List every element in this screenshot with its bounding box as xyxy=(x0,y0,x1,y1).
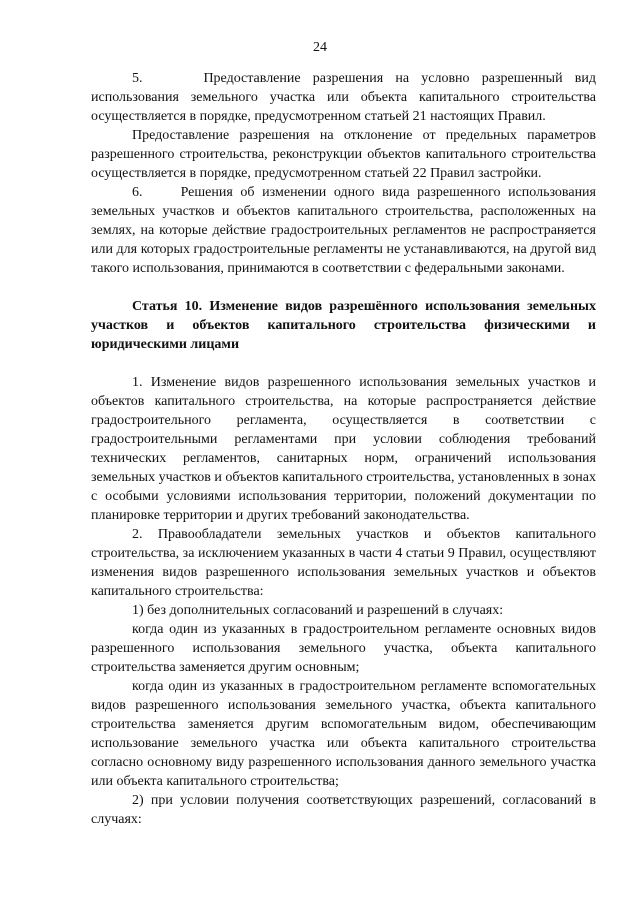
article-heading: Статья 10. Изменение видов разрешённого использования земельных участков и объектов капитального строительства физическими и юридическими лицами xyxy=(91,299,596,352)
paragraph-clause-2: 2. Правообладатели земельных участков и объектов капитального строительства, за исключением указанных в части 4 статьи 9 Правил, осуществляют изменения видов разрешенного использования земельных участков и объектов капитального строительства: xyxy=(91,527,596,599)
paragraph-clause-1: 1. Изменение видов разрешенного использования земельных участков и объектов капитального строительства, на которые распространяется действие градостроительного регламента, осуществляется в соответствии с градостроительными регламентами при условии соблюдения требований технических регламентов, санитарных норм, ограничений использования земельных участков и объектов капитального строительства, установленных в зонах с особыми условиями использования территории, положений документации по планировке территории и других требований законодательства. xyxy=(91,375,596,523)
paragraph-item-5: 5. Предоставление разрешения на условно разрешенный вид использования земельного участка или объекта капитального строительства осуществляется в порядке, предусмотренном статьей 21 настоящих Правил. xyxy=(91,71,596,124)
paragraph-case-auxiliary-use: когда один из указанных в градостроительном регламенте вспомогательных видов разрешенного использования земельного участка, объекта капитального строительства заменяется другим вспомогательным видом, обеспечивающим использование земельного участка или объекта капитального строительства согласно основному виду разрешенного использования данного земельного участка или объекта капитального строительства; xyxy=(91,679,596,789)
paragraph-deviation-permit: Предоставление разрешения на отклонение от предельных параметров разрешенного строительства, реконструкции объектов капитального строительства осуществляется в порядке, предусмотренном статьей 22 Правил застройки. xyxy=(91,128,596,181)
paragraph-subclause-1: 1) без дополнительных согласований и разрешений в случаях: xyxy=(132,603,504,618)
paragraph-subclause-2: 2) при условии получения соответствующих разрешений, согласований в случаях: xyxy=(91,793,596,827)
page-content xyxy=(91,69,596,829)
paragraph-item-6: 6. Решения об изменении одного вида разрешенного использования земельных участков и объектов капитального строительства, расположенных на землях, на которые действие градостроительных регламентов не распространяется или для которых градостроительные регламенты не устанавливаются, на другой вид такого использования, принимаются в соответствии с федеральными законами. xyxy=(91,185,596,276)
paragraph-case-main-use: когда один из указанных в градостроительном регламенте основных видов разрешенного использования земельного участка, объекта капитального строительства заменяется другим основным; xyxy=(91,622,596,675)
page-number: 24 xyxy=(313,40,327,55)
